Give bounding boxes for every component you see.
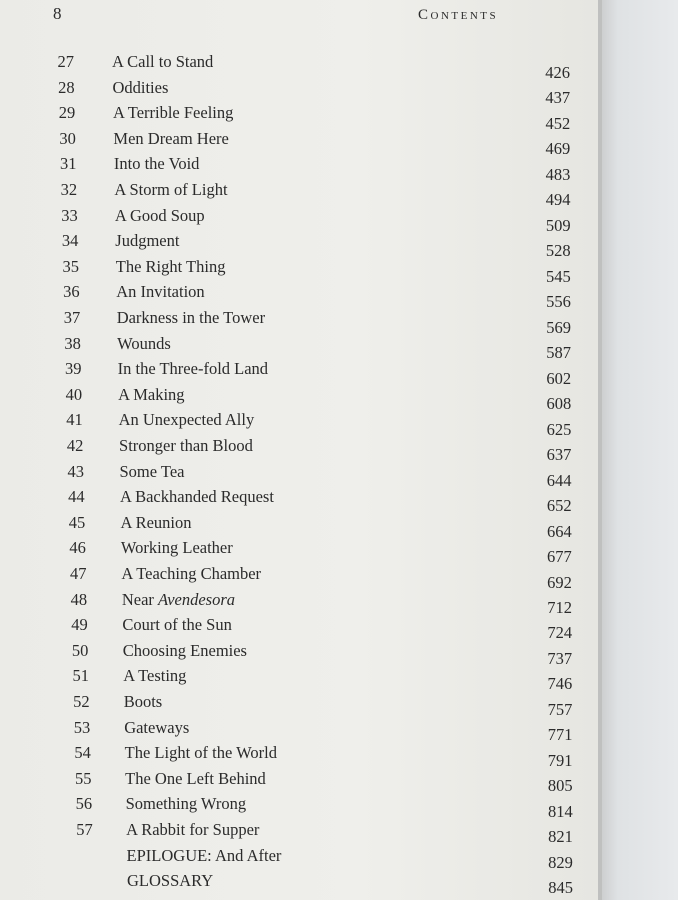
toc-entry <box>0 564 600 592</box>
toc-entry <box>0 205 600 235</box>
toc-entry <box>0 692 600 719</box>
chapter-number: 54 <box>74 743 91 763</box>
chapter-title: A Terrible Feeling <box>112 103 234 123</box>
chapter-number: 43 <box>67 461 84 481</box>
chapter-title: A Testing <box>123 666 187 686</box>
toc-entry <box>0 589 600 617</box>
chapter-number: 31 <box>60 154 77 174</box>
chapter-title <box>122 590 235 610</box>
chapter-number: 56 <box>75 794 93 814</box>
chapter-title: An Invitation <box>116 282 205 302</box>
chapter-number: 50 <box>71 640 89 660</box>
chapter-number: 38 <box>64 333 81 353</box>
chapter-page: 845 <box>548 878 573 898</box>
chapter-number: 47 <box>70 564 87 583</box>
chapter-title: A Backhanded Request <box>119 487 274 507</box>
chapter-number: 40 <box>65 384 83 404</box>
chapter-page: 664 <box>546 521 572 541</box>
toc-entry <box>0 743 600 770</box>
toc-entry <box>0 231 600 261</box>
chapter-title: A Good Soup <box>114 205 205 225</box>
toc-entry <box>0 640 600 668</box>
chapter-title: Wounds <box>117 333 171 353</box>
chapter-number: 30 <box>59 128 76 148</box>
chapter-page: 528 <box>545 241 571 261</box>
chapter-title: The Light of the World <box>124 743 277 763</box>
toc-entry <box>0 180 600 210</box>
chapter-title: A Reunion <box>120 512 192 532</box>
chapter-title: An Unexpected Ally <box>118 410 255 430</box>
chapter-page: 608 <box>546 394 572 414</box>
chapter-number: 48 <box>70 589 88 609</box>
chapter-page: 644 <box>546 470 572 490</box>
toc-entry <box>0 103 600 133</box>
chapter-title: A Call to Stand <box>112 52 214 71</box>
toc-entry <box>0 794 600 821</box>
chapter-title: A Teaching Chamber <box>121 564 262 583</box>
chapter-page: 805 <box>547 776 573 796</box>
toc-entry <box>0 384 600 414</box>
chapter-page: 821 <box>548 827 573 847</box>
chapter-title: Choosing Enemies <box>122 640 247 660</box>
chapter-title-italic: Avendesora <box>158 589 236 609</box>
chapter-number: 45 <box>68 512 86 532</box>
chapter-number: 49 <box>71 615 88 635</box>
chapter-page: 556 <box>546 292 571 312</box>
chapter-title: Gateways <box>124 717 190 737</box>
chapter-title: Court of the Sun <box>122 615 232 635</box>
chapter-number: 57 <box>76 820 93 839</box>
toc-entry <box>0 52 600 82</box>
chapter-page: 637 <box>546 445 572 465</box>
toc-entry <box>0 820 600 847</box>
chapter-title: Boots <box>123 692 163 711</box>
chapter-page: 737 <box>547 648 573 668</box>
chapter-number: 42 <box>66 436 84 455</box>
chapter-page: 426 <box>545 63 570 82</box>
toc-entry <box>0 768 600 796</box>
chapter-title: A Making <box>118 384 185 404</box>
chapter-page: 746 <box>547 674 573 694</box>
facing-page-edge <box>598 0 678 900</box>
chapter-title: Oddities <box>112 77 169 97</box>
chapter-page: 469 <box>545 139 571 159</box>
chapter-page: 791 <box>547 750 573 770</box>
chapter-page: 712 <box>547 597 572 617</box>
chapter-page: 569 <box>546 317 571 337</box>
chapter-title: Men Dream Here <box>113 128 229 148</box>
chapter-page: 483 <box>545 164 571 184</box>
chapter-page: 452 <box>545 113 571 133</box>
toc-entry <box>0 846 600 870</box>
chapter-title: The One Left Behind <box>125 768 266 788</box>
chapter-title: A Rabbit for Supper <box>126 820 260 839</box>
chapter-number: 37 <box>63 308 81 327</box>
chapter-number: 39 <box>65 359 82 379</box>
chapter-page: 771 <box>547 725 573 745</box>
chapter-title: EPILOGUE: And After <box>126 845 282 865</box>
chapter-number: 53 <box>73 717 91 737</box>
toc-entry <box>0 538 600 567</box>
chapter-number: 36 <box>63 282 80 302</box>
toc-entry <box>0 308 600 337</box>
chapter-number: 32 <box>60 180 78 199</box>
chapter-title: Into the Void <box>113 154 200 174</box>
chapter-number: 34 <box>61 231 79 251</box>
chapter-title: Working Leather <box>120 538 233 558</box>
chapter-page: 757 <box>547 699 573 719</box>
toc-entry <box>0 282 600 312</box>
toc-entry <box>0 461 600 490</box>
page-title: Contents <box>418 7 499 23</box>
toc-entry <box>0 615 600 643</box>
chapter-number: 41 <box>66 410 83 430</box>
toc-entry <box>0 487 600 516</box>
chapter-title: A Storm of Light <box>114 180 228 199</box>
chapter-title: Judgment <box>115 231 180 251</box>
toc-entry <box>0 717 600 745</box>
toc-entry <box>0 436 600 465</box>
chapter-page: 625 <box>546 419 572 439</box>
chapter-title: GLOSSARY <box>127 871 214 891</box>
chapter-number: 27 <box>57 52 74 71</box>
toc-entry <box>0 359 600 388</box>
chapter-page: 602 <box>546 368 572 388</box>
chapter-page: 437 <box>545 88 571 108</box>
chapter-title-text: Near <box>121 589 159 609</box>
toc-entry <box>0 256 600 286</box>
chapter-page: 814 <box>547 801 573 821</box>
chapter-page: 494 <box>545 190 571 210</box>
chapter-title: In the Three-fold Land <box>117 359 269 379</box>
chapter-number: 51 <box>72 666 89 686</box>
toc-entry <box>0 77 600 108</box>
chapter-title: The Right Thing <box>115 256 226 276</box>
chapter-number: 46 <box>69 538 86 558</box>
chapter-number: 35 <box>62 256 79 276</box>
chapter-title: Darkness in the Tower <box>116 308 266 327</box>
chapter-number: 52 <box>73 692 90 711</box>
toc-entry <box>0 154 600 184</box>
toc-entry <box>0 128 600 159</box>
chapter-page: 509 <box>545 215 571 235</box>
chapter-number: 28 <box>58 77 75 97</box>
toc-entry <box>0 666 600 694</box>
chapter-title: Some Tea <box>119 461 185 481</box>
toc-entry <box>0 871 600 898</box>
chapter-title: Stronger than Blood <box>119 436 253 455</box>
toc-entry <box>0 333 600 363</box>
page-number: 8 <box>53 4 62 23</box>
chapter-page: 724 <box>547 623 573 643</box>
chapter-page: 677 <box>547 547 572 567</box>
chapter-page: 829 <box>548 852 573 872</box>
toc-entry <box>0 410 600 439</box>
chapter-number: 29 <box>58 103 76 123</box>
chapter-page: 692 <box>547 572 572 592</box>
chapter-number: 44 <box>68 487 85 507</box>
toc-entry <box>0 512 600 541</box>
chapter-number: 55 <box>75 768 92 788</box>
chapter-number: 33 <box>61 205 78 225</box>
chapter-page: 652 <box>546 496 572 516</box>
chapter-title: Something Wrong <box>125 794 247 814</box>
chapter-page: 587 <box>546 343 572 363</box>
chapter-page: 545 <box>546 266 571 286</box>
